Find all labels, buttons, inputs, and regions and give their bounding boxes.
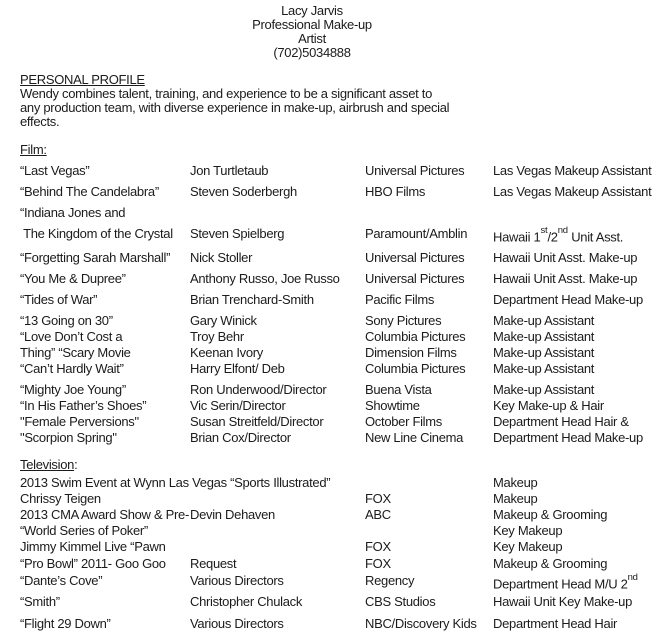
title-cell: "Scorpion Spring"	[20, 430, 117, 446]
credit-row	[20, 382, 664, 397]
credit-row	[20, 556, 664, 571]
title-cell: Jimmy Kimmel Live “Pawn	[20, 539, 166, 555]
director-cell: Gary Winick	[190, 313, 257, 329]
role-cell: Key Makeup	[493, 523, 563, 539]
television-section	[20, 457, 664, 630]
studio-cell: Columbia Pictures	[365, 329, 466, 345]
role-cell: Department Head Hair &	[493, 414, 629, 430]
title-cell: “Smith”	[20, 593, 60, 609]
credit-row	[20, 507, 664, 522]
credit-row	[20, 414, 664, 429]
director-cell	[190, 491, 365, 506]
studio-cell: Columbia Pictures	[365, 361, 466, 377]
film-section	[20, 142, 664, 445]
director-cell: Keenan Ivory	[190, 345, 264, 361]
studio-cell: HBO Films	[365, 184, 426, 199]
role-cell: Hawaii Unit Key Make-up	[493, 593, 633, 609]
studio-cell: Regency	[365, 573, 415, 589]
role-cell: Make-up Assistant	[493, 382, 595, 398]
studio-cell: Pacific Films	[365, 292, 435, 308]
director-cell: Steven Spielberg	[190, 226, 285, 241]
role-cell: Makeup	[493, 475, 538, 491]
title-cell: 2013 CMA Award Show & Pre-	[20, 507, 189, 523]
title-cell: “13 Going on 30”	[20, 313, 113, 329]
director-cell: Jon Turtletaub	[190, 163, 269, 178]
director-cell: Brian Trenchard-Smith	[190, 292, 314, 308]
studio-cell	[365, 475, 493, 490]
credit-row	[20, 313, 664, 328]
television-heading-text: Television	[20, 457, 75, 473]
director-cell	[190, 475, 365, 490]
credit-row	[20, 539, 664, 554]
studio-cell: Buena Vista	[365, 382, 432, 398]
title-cell: "Female Perversions"	[20, 414, 139, 430]
studio-cell: FOX	[365, 556, 391, 572]
role-cell: Department Head Make-up	[493, 430, 643, 446]
role-cell: Key Make-up & Hair	[493, 398, 604, 414]
personal-profile-section	[20, 73, 664, 129]
studio-cell: Universal Pictures	[365, 271, 465, 287]
title-cell: “Dante’s Cove”	[20, 573, 103, 589]
credit-row	[20, 163, 664, 178]
studio-cell: Sony Pictures	[365, 313, 442, 329]
director-cell: Christopher Chulack	[190, 593, 303, 609]
studio-cell: Universal Pictures	[365, 163, 465, 178]
credit-row	[20, 184, 664, 199]
role-cell: Department Head Hair	[493, 615, 618, 631]
title-cell: “Can’t Hardly Wait”	[20, 361, 124, 377]
director-cell: Vic Serin/Director	[190, 398, 286, 414]
director-cell: Steven Soderbergh	[190, 184, 297, 199]
profile-text-line: any production team, with diverse experience in make-up, airbrush and special	[20, 100, 450, 115]
film-credits-table	[20, 163, 664, 445]
title-cell: “Last Vegas”	[20, 163, 90, 178]
director-cell: Request	[190, 556, 237, 572]
studio-cell: FOX	[365, 539, 391, 555]
profile-text-line: Wendy combines talent, training, and experience to be a significant asset to	[20, 86, 432, 101]
credit-row	[20, 491, 664, 506]
role-cell: Make-up Assistant	[493, 361, 595, 377]
role-cell: Make-up Assistant	[493, 329, 595, 345]
role-cell: Department Head Make-up	[493, 292, 643, 308]
role-cell: Las Vegas Makeup Assistant	[493, 163, 652, 178]
director-cell	[190, 205, 365, 220]
film-section-heading	[20, 142, 664, 157]
director-cell	[190, 539, 365, 554]
header-profession-line2: Artist	[298, 31, 326, 46]
director-cell: Anthony Russo, Joe Russo	[190, 271, 340, 287]
film-heading-text: Film:	[20, 142, 47, 157]
title-cell: “You Me & Dupree”	[20, 271, 126, 287]
profile-text-line: effects.	[20, 114, 60, 129]
role-cell: Make-up Assistant	[493, 313, 595, 329]
director-cell: Ron Underwood/Director	[190, 382, 327, 398]
television-heading-rest: :	[74, 457, 78, 473]
role-cell: Makeup & Grooming	[493, 507, 608, 523]
title-cell: “Love Don’t Cost a	[20, 329, 123, 345]
director-cell: Harry Elfont/ Deb	[190, 361, 285, 377]
director-cell: Devin Dehaven	[190, 507, 275, 523]
title-cell: “Indiana Jones and	[20, 205, 126, 220]
role-cell: Hawaii 1st/2nd Unit Asst.	[493, 224, 624, 245]
studio-cell: Dimension Films	[365, 345, 457, 361]
credit-row	[20, 523, 664, 538]
credit-row	[20, 398, 664, 413]
role-cell	[493, 205, 664, 220]
credit-row	[20, 345, 664, 360]
title-cell: “Forgetting Sarah Marshall”	[20, 250, 171, 266]
credit-row	[20, 430, 664, 445]
director-cell: Various Directors	[190, 615, 284, 631]
studio-cell: Showtime	[365, 398, 420, 414]
studio-cell	[365, 205, 493, 220]
studio-cell: FOX	[365, 491, 391, 507]
document-header	[20, 4, 604, 60]
studio-cell: Universal Pictures	[365, 250, 465, 266]
credit-row	[20, 361, 664, 376]
role-cell: Makeup & Grooming	[493, 556, 608, 572]
director-cell: Susan Streitfeld/Director	[190, 414, 324, 430]
credit-row	[20, 226, 664, 244]
credit-row	[20, 573, 664, 591]
title-cell: “World Series of Poker”	[20, 523, 148, 539]
studio-cell: October Films	[365, 414, 443, 430]
television-section-heading	[20, 457, 664, 472]
title-cell: “Flight 29 Down”	[20, 615, 111, 631]
credit-row	[20, 594, 664, 609]
television-credits-table	[20, 475, 664, 630]
title-cell: “Pro Bowl” 2011- Goo Goo	[20, 556, 166, 572]
title-cell: The Kingdom of the Crystal	[20, 226, 173, 241]
header-phone: (702)5034888	[273, 45, 351, 60]
studio-cell: Paramount/Amblin	[365, 226, 468, 241]
credit-row	[20, 271, 664, 286]
role-cell: Key Makeup	[493, 539, 563, 555]
header-profession-line1: Professional Make-up	[252, 17, 372, 32]
director-cell: Various Directors	[190, 573, 284, 589]
role-cell: Makeup	[493, 491, 538, 507]
studio-cell: ABC	[365, 507, 391, 523]
role-cell: Department Head M/U 2nd	[493, 571, 638, 592]
credit-row	[20, 250, 664, 265]
role-cell: Las Vegas Makeup Assistant	[493, 184, 652, 199]
role-cell: Hawaii Unit Asst. Make-up	[493, 271, 638, 287]
director-cell: Nick Stoller	[190, 250, 253, 266]
credit-row	[20, 205, 664, 220]
title-cell: Thing” “Scary Movie	[20, 345, 131, 361]
title-cell: “Mighty Joe Young”	[20, 382, 126, 398]
credit-row	[20, 292, 664, 307]
header-name: Lacy Jarvis	[281, 3, 343, 18]
studio-cell: CBS Studios	[365, 593, 436, 609]
credit-row	[20, 329, 664, 344]
studio-cell: New Line Cinema	[365, 430, 464, 446]
director-cell	[190, 523, 365, 538]
credit-row	[20, 475, 664, 490]
director-cell: Brian Cox/Director	[190, 430, 291, 446]
director-cell: Troy Behr	[190, 329, 244, 345]
personal-profile-heading: PERSONAL PROFILE	[20, 72, 145, 87]
role-cell: Make-up Assistant	[493, 345, 595, 361]
title-cell: “Tides of War”	[20, 292, 98, 308]
title-cell: Chrissy Teigen	[20, 491, 101, 507]
studio-cell: NBC/Discovery Kids	[365, 615, 477, 631]
credit-row	[20, 616, 664, 631]
title-cell: “In His Father’s Shoes”	[20, 398, 147, 414]
title-cell: 2013 Swim Event at Wynn Las Vegas “Sports Illustrated”	[20, 475, 331, 491]
title-cell: “Behind The Candelabra”	[20, 184, 159, 199]
role-cell: Hawaii Unit Asst. Make-up	[493, 250, 638, 266]
studio-cell	[365, 523, 493, 538]
